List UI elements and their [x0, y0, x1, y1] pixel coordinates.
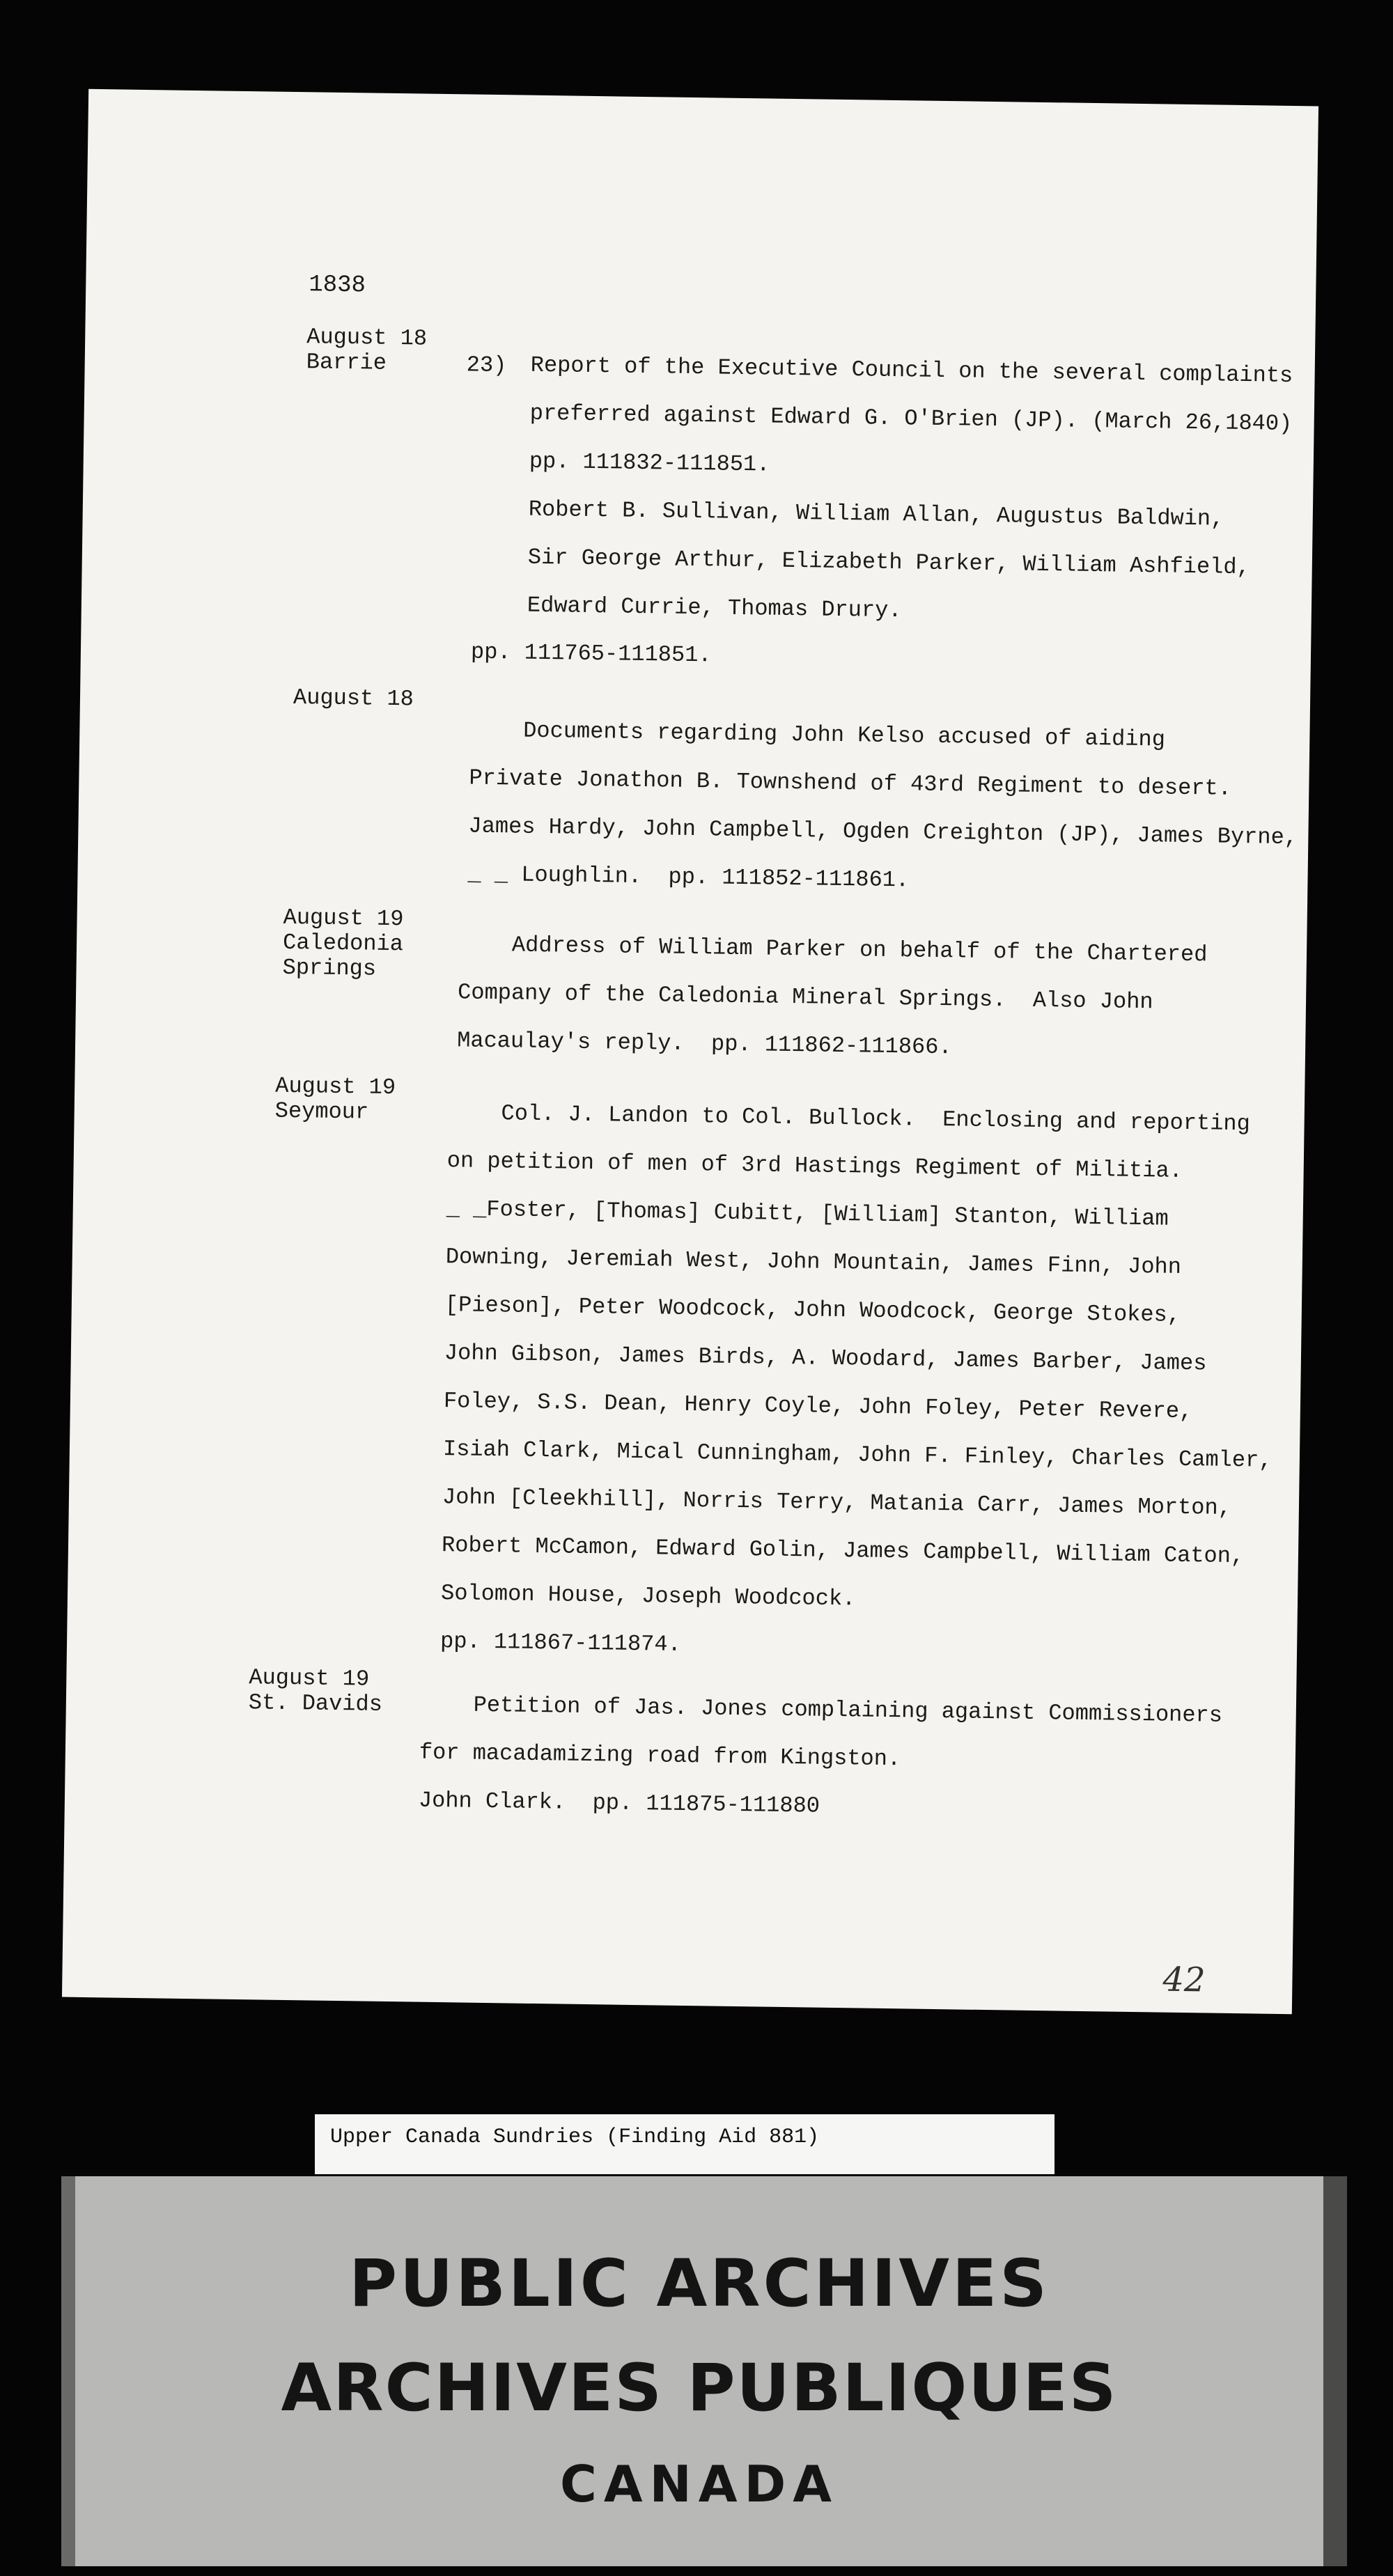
entry-line: pp. 111765-111851.: [470, 639, 712, 669]
entry-number: 23): [466, 352, 507, 379]
entry-line: John Gibson, James Birds, A. Woodard, James Barber, James: [444, 1340, 1207, 1377]
entry-body: [457, 920, 1208, 1075]
stamp-line-country: CANADA: [559, 2455, 839, 2513]
entry-line: Private Jonathon B. Townshend of 43rd Regiment to desert.: [469, 765, 1232, 802]
entry-line: Address of William Parker on behalf of the Chartered: [458, 931, 1208, 968]
entry-date-place: August 19 St. Davids: [248, 1664, 383, 1717]
stamp-line-english: PUBLIC ARCHIVES: [349, 2246, 1050, 2322]
entry-line: John Clark. pp. 111875-111880: [418, 1787, 820, 1819]
entry-line: _ _Foster, [Thomas] Cubitt, [William] Stanton, William: [446, 1196, 1169, 1232]
entry-line: Downing, Jeremiah West, John Mountain, James Finn, John: [445, 1244, 1182, 1280]
entry-line: on petition of men of 3rd Hastings Regiment of Militia.: [446, 1148, 1183, 1184]
document-page: [62, 89, 1318, 2014]
year-heading: 1838: [309, 272, 366, 299]
entry-line: pp. 111867-111874.: [439, 1628, 682, 1657]
entry-line: preferred against Edward G. O'Brien (JP). (March 26,1840): [529, 400, 1293, 437]
entry-line: Foley, S.S. Dean, Henry Coyle, John Foley, Peter Revere,: [443, 1388, 1193, 1425]
entry-line: [Pieson], Peter Woodcock, John Woodcock, George Stokes,: [444, 1292, 1181, 1328]
entry-date-place: August 19 Seymour: [274, 1072, 396, 1125]
entry-line: Col. J. Landon to Col. Bullock. Enclosing and reporting: [447, 1100, 1251, 1137]
finding-aid-label: Upper Canada Sundries (Finding Aid 881): [315, 2114, 1055, 2174]
entry-line: for macadamizing road from Kingston.: [419, 1739, 901, 1772]
entry-line: _ _ Loughlin. pp. 111852-111861.: [467, 861, 910, 893]
entry-line: Company of the Caledonia Mineral Springs. Also John: [457, 979, 1153, 1015]
entry-line: Petition of Jas. Jones complaining against Commissioners: [419, 1691, 1223, 1728]
entry-date-place: August 18 Barrie: [306, 324, 428, 376]
entry-line: Sir George Arthur, Elizabeth Parker, William Ashfield,: [527, 544, 1251, 581]
entry-line: John [Cleekhill], Norris Terry, Matania Carr, James Morton,: [442, 1484, 1232, 1521]
entry-date-place: August 19 Caledonia Springs: [282, 904, 404, 982]
entry-body: [440, 1088, 1277, 1677]
entry-line: Documents regarding John Kelso accused of aiding: [469, 717, 1166, 753]
entry-date-place: August 18: [293, 684, 414, 712]
entry-line: Isiah Clark, Mical Cunningham, John F. Finley, Charles Camler,: [442, 1436, 1273, 1474]
stamp-line-french: ARCHIVES PUBLIQUES: [281, 2350, 1118, 2426]
entry-body: [418, 1680, 1222, 1836]
archives-stamp: [61, 2176, 1347, 2566]
entry-line: Report of the Executive Council on the several complaints: [530, 352, 1293, 389]
entry-body: [527, 341, 1293, 640]
entry-line: Robert B. Sullivan, William Allan, Augustus Baldwin,: [528, 496, 1224, 532]
entry-line: Macaulay's reply. pp. 111862-111866.: [456, 1027, 952, 1061]
entry-line: Edward Currie, Thomas Drury.: [527, 592, 902, 624]
entry-line: James Hardy, John Campbell, Ogden Creighton (JP), James Byrne,: [468, 813, 1298, 851]
entry-trailer: [471, 628, 713, 680]
entry-line: Solomon House, Joseph Woodcock.: [440, 1580, 856, 1612]
entry-line: pp. 111832-111851.: [529, 448, 770, 478]
entry-line: Robert McCamon, Edward Golin, James Campbell, William Caton,: [441, 1532, 1245, 1570]
entry-body: [467, 706, 1299, 910]
handwritten-page-number: 42: [1162, 1960, 1206, 2000]
